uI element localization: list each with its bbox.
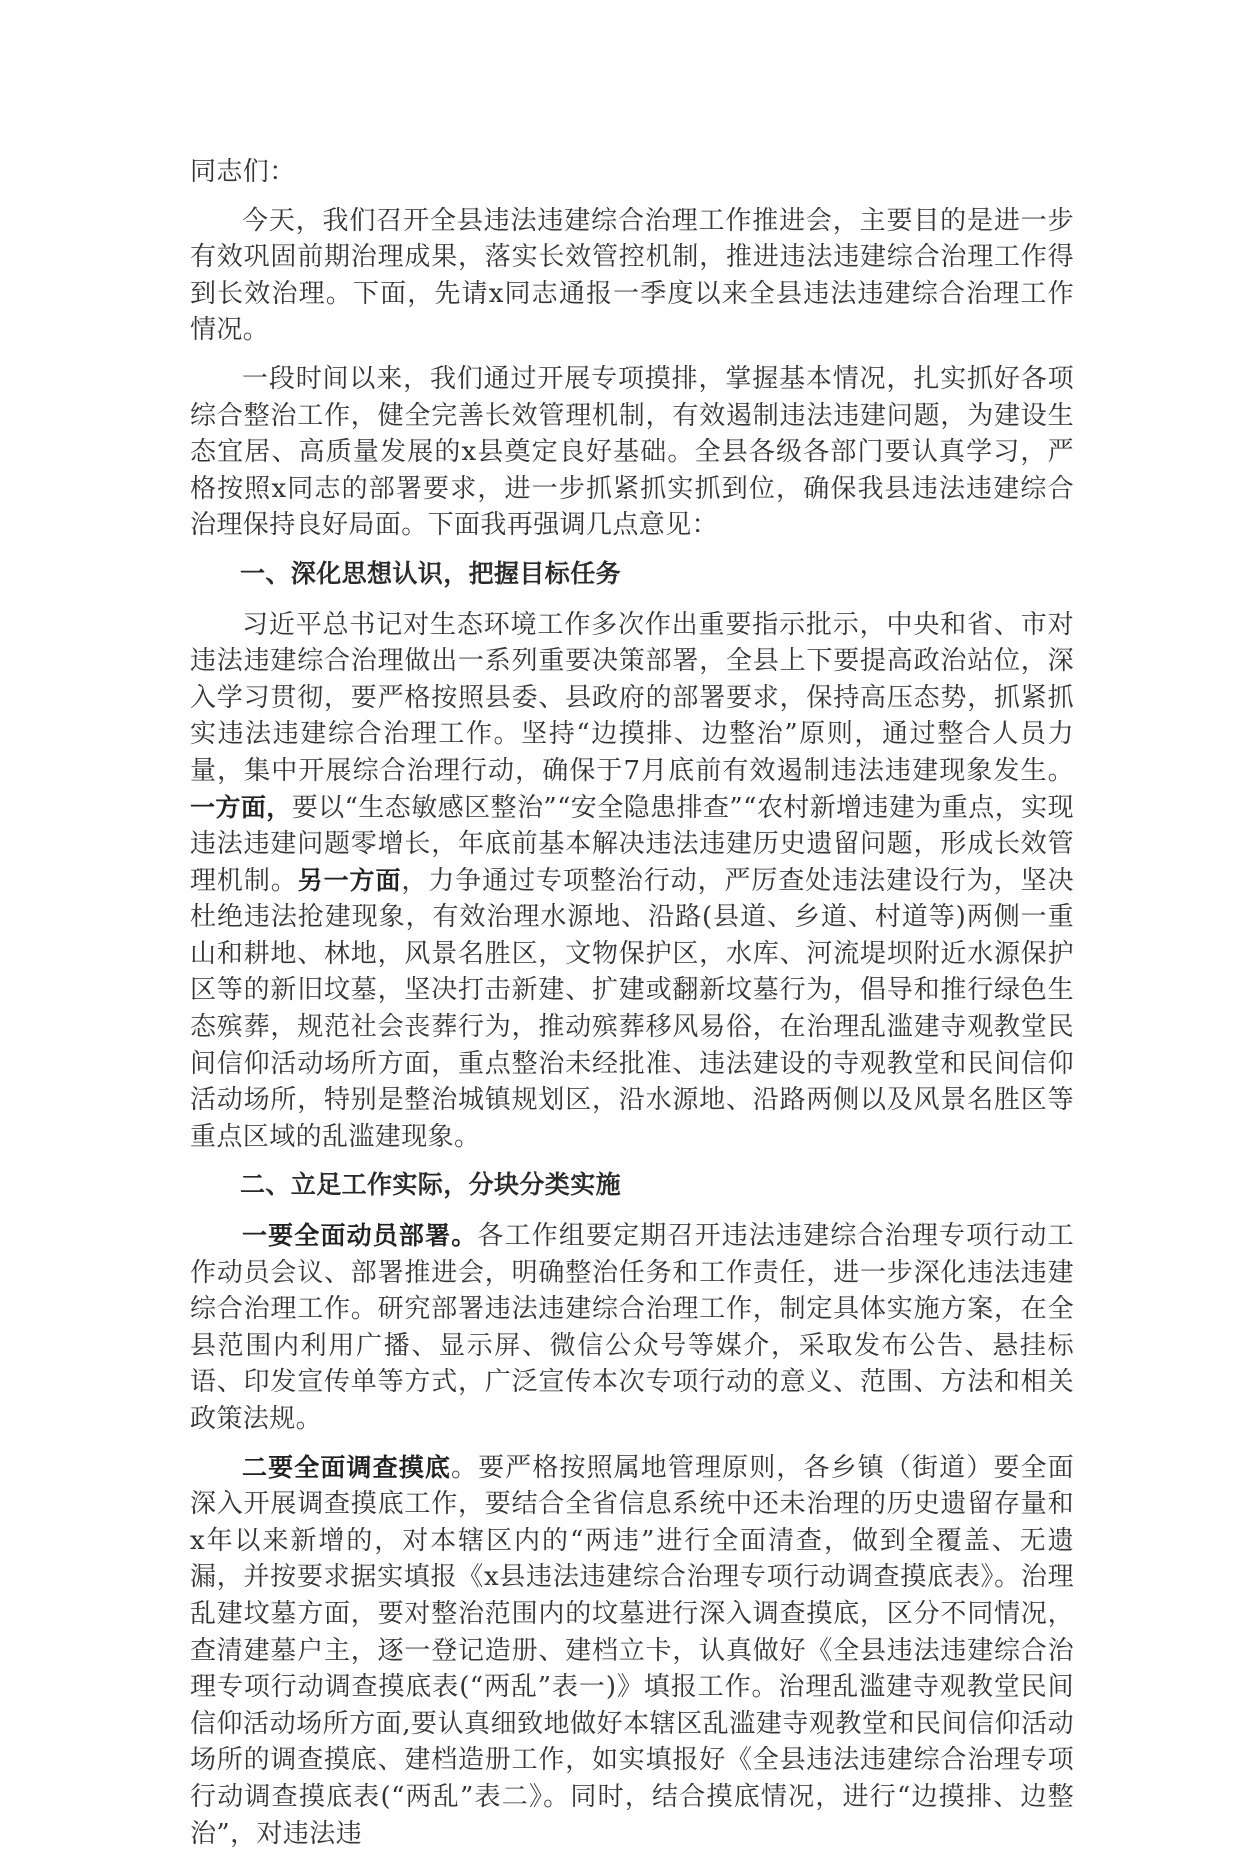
item-1-lead: 一要全面动员部署。: [242, 1221, 478, 1251]
section-1-bold-on-other-hand: 另一方面: [297, 865, 402, 895]
section-1-text-1: 习近平总书记对生态环境工作多次作出重要指示批示，中央和省、市对违法违建综合治理做出一系列重要决策部署，全县上下要提高政治站位，深入学习贯彻，要严格按照县委、县政府的部署要求，保持高压态势，抓紧抓实违法违建综合治理工作。坚持“边摸排、边整治”原则，通过整合人员力量，集中开展综合治理行动，确保于7月底前有效遏制违法违建现象发生。: [190, 609, 1074, 786]
section-1-text-3: ，力争通过专项整治行动，严厉查处违法建设行为，坚决杜绝违法抢建现象，有效治理水源地、沿路(县道、乡道、村道等)两侧一重山和耕地、林地，风景名胜区，文物保护区，水库、河流堤坝附近水源保护区等的新旧坟墓，坚决打击新建、扩建或翻新坟墓行为，倡导和推行绿色生态殡葬，规范社会丧葬行为，推动殡葬移风易俗，在治理乱滥建寺观教堂民间信仰活动场所方面，重点整治未经批准、违法建设的寺观教堂和民间信仰活动场所，特别是整治城镇规划区，沿水源地、沿路两侧以及风景名胜区等重点区域的乱滥建现象。: [190, 865, 1074, 1152]
section-1-text-2: 要以“生态敏感区整治”“安全隐患排查”“农村新增违建为重点，实现违法违建问题零增长，年底前基本解决违法违建历史遗留问题，形成长效管理机制。: [190, 792, 1074, 896]
intro-paragraph-2: 一段时间以来，我们通过开展专项摸排，掌握基本情况，扎实抓好各项综合整治工作，健全完善长效管理机制，有效遏制违法违建问题，为建设生态宜居、高质量发展的x县奠定良好基础。全县各级各部门要认真学习，严格按照x同志的部署要求，进一步抓紧抓实抓到位，确保我县违法违建综合治理保持良好局面。下面我再强调几点意见：: [190, 363, 1074, 541]
item-2-text: 。要严格按照属地管理原则，各乡镇（街道）要全面深入开展调查摸底工作，要结合全省信息系统中还未治理的历史遗留存量和x年以来新增的，对本辖区内的“两违”进行全面清查，做到全覆盖、无遗漏，并按要求据实填报《x县违法违建综合治理专项行动调查摸底表》。治理乱建坟墓方面，要对整治范围内的坟墓进行深入调查摸底，区分不同情况，查清建墓户主，逐一登记造册、建档立卡，认真做好《全县违法违建综合治理专项行动调查摸底表(“两乱”表一)》填报工作。治理乱滥建寺观教堂民间信仰活动场所方面,要认真细致地做好本辖区乱滥建寺观教堂和民间信仰活动场所的调查摸底、建档造册工作，如实填报好《全县违法违建综合治理专项行动调查摸底表(“两乱”表二》。同时，结合摸底情况，进行“边摸排、边整治”，对违法违: [190, 1452, 1075, 1849]
section-1-paragraph: [190, 607, 1074, 1156]
section-2-item-1: [190, 1218, 1074, 1438]
salutation: 同志们：: [190, 157, 296, 187]
section-1-heading: 一、深化思想认识，把握目标任务: [240, 558, 622, 588]
section-1-bold-on-one-hand: 一方面，: [190, 792, 292, 822]
intro-paragraph-1: 今天，我们召开全县违法违建综合治理工作推进会，主要目的是进一步有效巩固前期治理成果，落实长效管控机制，推进违法违建综合治理工作得到长效治理。下面，先请x同志通报一季度以来全县违法违建综合治理工作情况。: [190, 205, 1074, 346]
item-1-text: 各工作组要定期召开违法违建综合治理专项行动工作动员会议、部署推进会，明确整治任务和工作责任，进一步深化违法违建综合治理工作。研究部署违法违建综合治理工作，制定具体实施方案，在全县范围内利用广播、显示屏、微信公众号等媒介，采取发布公告、悬挂标语、印发宣传单等方式，广泛宣传本次专项行动的意义、范围、方法和相关政策法规。: [190, 1221, 1074, 1434]
section-2-item-2: [190, 1450, 1074, 1853]
document-page: [190, 154, 1074, 1864]
section-2-heading: 二、立足工作实际，分块分类实施: [240, 1170, 622, 1200]
item-2-lead: 二要全面调查摸底: [242, 1452, 451, 1482]
